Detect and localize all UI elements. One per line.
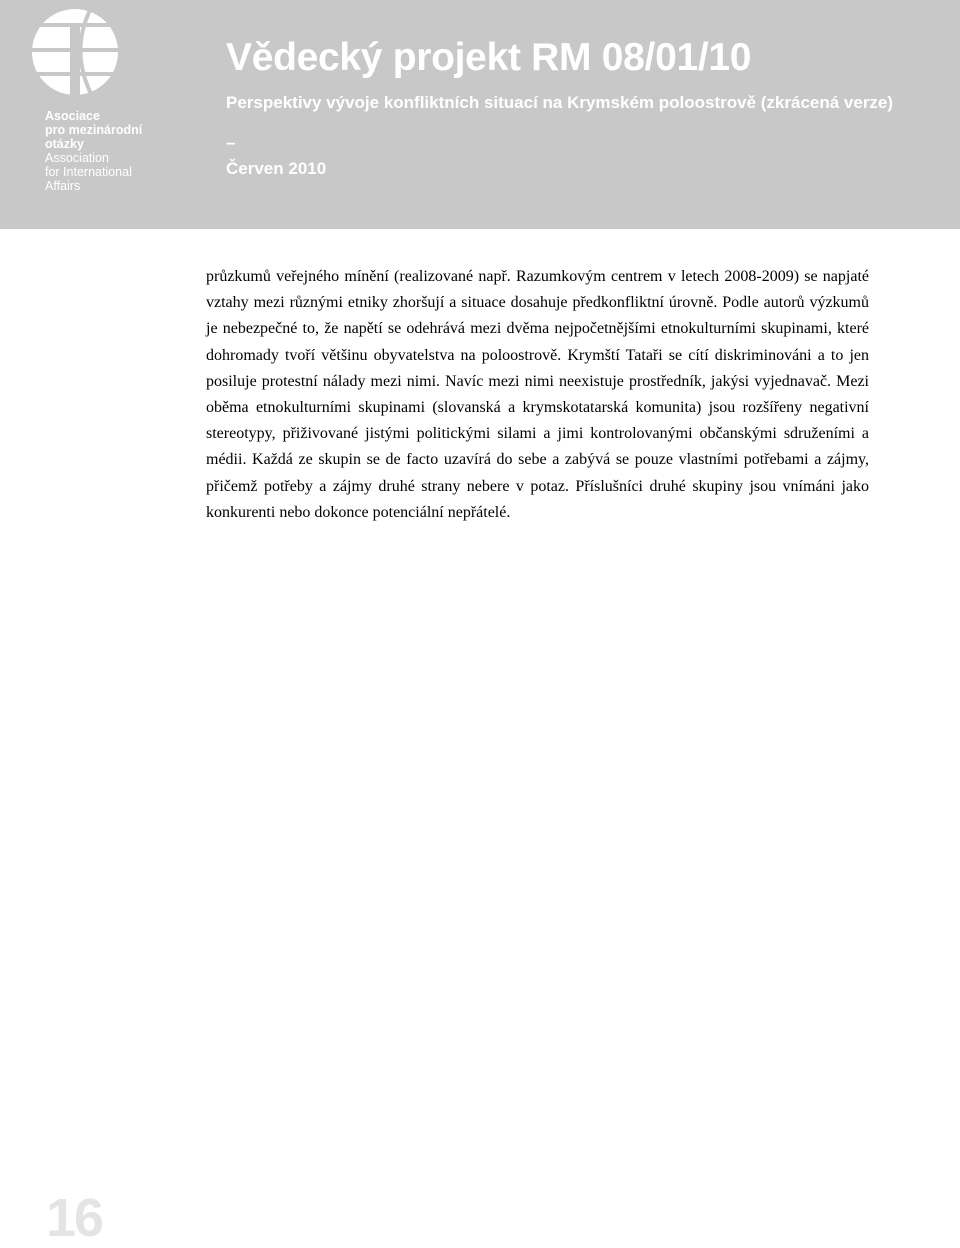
document-title: Vědecký projekt RM 08/01/10	[226, 36, 752, 79]
organization-name	[45, 109, 195, 193]
org-name-line: Asociace	[45, 109, 100, 123]
org-name-line: pro mezinárodní	[45, 123, 143, 137]
document-date: Červen 2010	[226, 159, 327, 178]
org-name-line: otázky	[45, 137, 84, 151]
org-name-line: Affairs	[45, 179, 81, 193]
org-name-line: for International	[45, 165, 132, 179]
header-banner	[0, 0, 960, 229]
page-number: 16	[46, 1188, 103, 1248]
org-name-line: Association	[45, 151, 109, 165]
body-paragraph: průzkumů veřejného mínění (realizované např. Razumkovým centrem v letech 2008-2009) se napjaté vztahy mezi různými etniky zhoršují a situace dosahuje předkonfliktní úrovně. Podle autorů výzkumů je nebezpečné to, že napětí se odehrává mezi dvěma nejpočetnějšími etnokulturními skupinami, které dohromady tvoří většinu obyvatelstva na poloostrově. Krymští Tataři se cítí diskriminováni a to jen posiluje protestní nálady mezi nimi. Navíc mezi nimi neexistuje prostředník, jakýsi vyjednavač. Mezi oběma etnokulturními skupinami (slovanská a krymskotatarská komunita) jsou rozšířeny negativní stereotypy, přiživované jistými politickými silami a jimi kontrolovanými občanskými sdruženími a médii. Každá ze skupin se de facto uzavírá do sebe a zabývá se pouze vlastními potřebami a zájmy, přičemž potřeby a zájmy druhé strany nebere v potaz. Příslušníci druhé skupiny jsou vnímáni jako konkurenti nebo dokonce potenciální nepřátelé.	[206, 268, 869, 521]
header-dash: –	[226, 133, 236, 152]
document-subtitle: Perspektivy vývoje konfliktních situací na Krymském poloostrově (zkrácená verze)	[226, 93, 894, 112]
globe-icon	[30, 2, 120, 102]
